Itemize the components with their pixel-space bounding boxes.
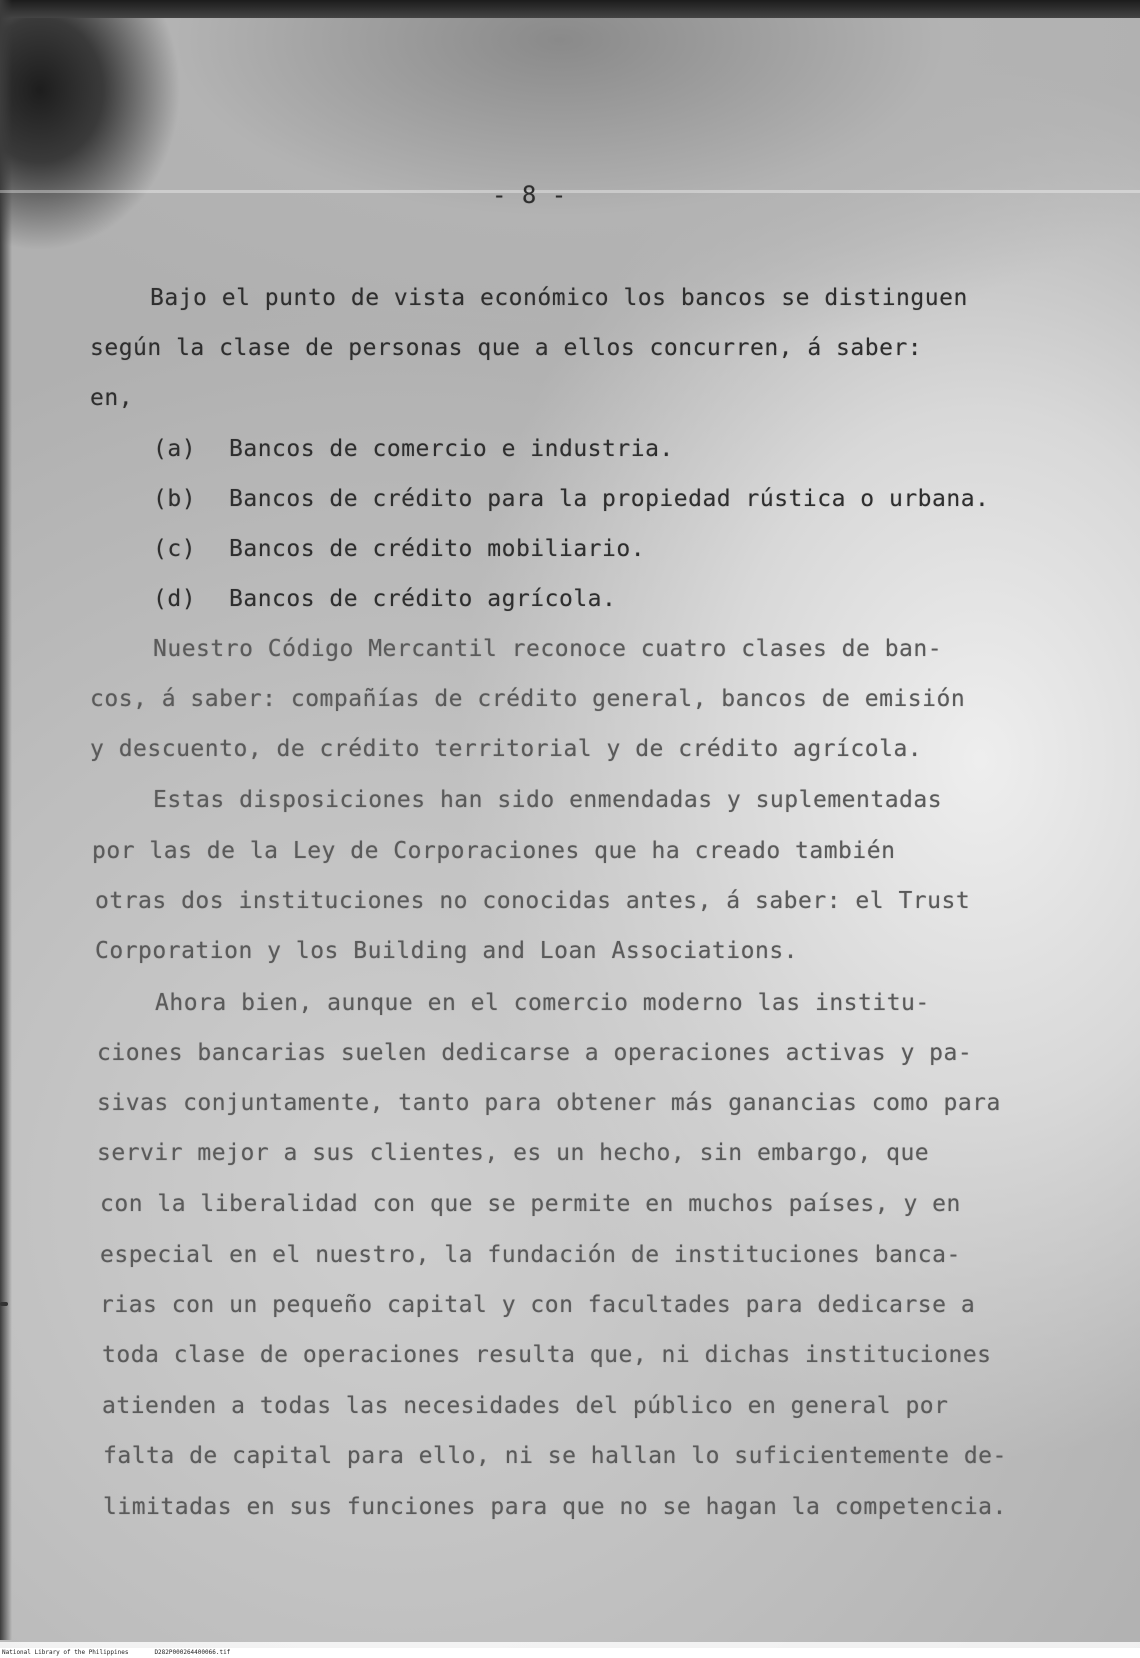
- list-item: [153, 584, 616, 614]
- footer-file-id: D282P000264400066.tif: [154, 1649, 231, 1656]
- paragraph-4-line-9: atienden a todas las necesidades del público en general por: [102, 1393, 949, 1419]
- list-item: [153, 484, 989, 514]
- list-item-text: Bancos de comercio e industria.: [229, 436, 674, 462]
- list-item-text: Bancos de crédito para la propiedad rústica o urbana.: [229, 486, 990, 512]
- list-item: [153, 434, 674, 464]
- paragraph-4-line-5: con la liberalidad con que se permite en muchos países, y en: [100, 1191, 961, 1217]
- paragraph-2-line-1: Nuestro Código Mercantil reconoce cuatro clases de ban-: [153, 636, 943, 662]
- paragraph-3-line-3: otras dos instituciones no conocidas antes, á saber: el Trust: [95, 888, 971, 914]
- paragraph-4-line-10: falta de capital para ello, ni se hallan lo suficientemente de-: [103, 1443, 1007, 1469]
- paragraph-4-line-11: limitadas en sus funciones para que no se hagan la competencia.: [103, 1494, 1007, 1520]
- paragraph-1-line-3: en,: [90, 385, 134, 411]
- list-item-letter: (c): [153, 536, 197, 562]
- footer-library: National Library of the Philippines: [2, 1649, 129, 1656]
- page-number: - 8 -: [492, 181, 567, 209]
- paragraph-4-line-1: Ahora bien, aunque en el comercio moderno las institu-: [155, 990, 930, 1016]
- paragraph-3-line-1: Estas disposiciones han sido enmendadas y suplementadas: [153, 787, 943, 813]
- paragraph-4-line-3: sivas conjuntamente, tanto para obtener más ganancias como para: [97, 1090, 1001, 1116]
- paragraph-3-line-4: Corporation y los Building and Loan Associations.: [95, 938, 799, 964]
- list-item-letter: (a): [153, 436, 197, 462]
- paragraph-4-line-6: especial en el nuestro, la fundación de instituciones banca-: [100, 1242, 961, 1268]
- paragraph-1-line-1: Bajo el punto de vista económico los bancos se distinguen: [150, 285, 968, 311]
- paragraph-2-line-3: y descuento, de crédito territorial y de crédito agrícola.: [90, 736, 923, 762]
- list-item-text: Bancos de crédito mobiliario.: [229, 536, 646, 562]
- paragraph-4-line-2: ciones bancarias suelen dedicarse a operaciones activas y pa-: [97, 1040, 973, 1066]
- list-item: [153, 534, 645, 564]
- paragraph-2-line-2: cos, á saber: compañías de crédito general, bancos de emisión: [90, 686, 966, 712]
- paragraph-4-line-7: rias con un pequeño capital y con facultades para dedicarse a: [100, 1292, 976, 1318]
- paragraph-1-line-2: según la clase de personas que a ellos concurren, á saber:: [90, 335, 923, 361]
- list-item-letter: (d): [153, 586, 197, 612]
- scan-footer: [0, 1648, 1140, 1658]
- paragraph-3-line-2: por las de la Ley de Corporaciones que ha creado también: [92, 838, 896, 864]
- paragraph-4-line-8: toda clase de operaciones resulta que, ni dichas instituciones: [102, 1342, 992, 1368]
- list-item-letter: (b): [153, 486, 197, 512]
- list-item-text: Bancos de crédito agrícola.: [229, 586, 617, 612]
- paragraph-4-line-4: servir mejor a sus clientes, es un hecho, sin embargo, que: [97, 1140, 930, 1166]
